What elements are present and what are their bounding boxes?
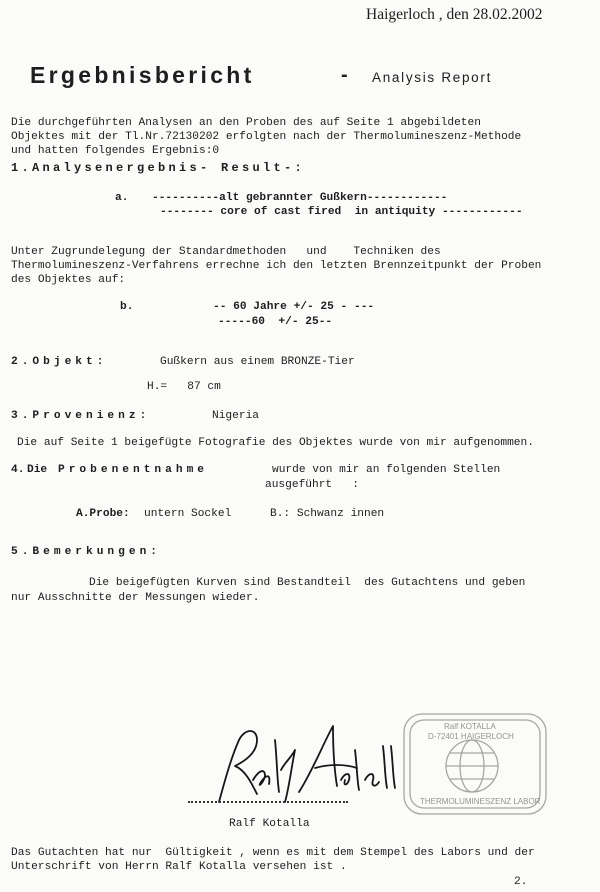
result-b-label: b. bbox=[120, 301, 134, 313]
intro-line-2: Objektes mit der Tl.Nr.72130202 erfolgten nach der Thermolumineszenz-Methode bbox=[11, 131, 522, 143]
intro-line-1: Die durchgeführten Analysen an den Proben des auf Seite 1 abgebildeten bbox=[11, 117, 481, 129]
stamp-line-1: Ralf KOTALLA bbox=[444, 722, 496, 731]
provenance-value: Nigeria bbox=[212, 410, 259, 422]
result-line-en: -------- core of cast fired in antiquity ------------ bbox=[160, 206, 523, 218]
intro-line-3: und hatten folgendes Ergebnis:0 bbox=[11, 145, 220, 157]
age-result-line-2: -----60 +/- 25-- bbox=[218, 316, 333, 328]
section-1-heading: 1.Analysenergebnis- Result-: bbox=[11, 161, 306, 175]
remarks-line-1: Die beigefügten Kurven sind Bestandteil des Gutachtens und geben bbox=[89, 577, 526, 589]
page-number: 2. bbox=[514, 876, 528, 888]
method-line-1: Unter Zugrundelegung der Standardmethoden und Techniken des bbox=[11, 246, 441, 258]
handwritten-signature bbox=[205, 710, 405, 805]
lab-stamp bbox=[400, 710, 550, 820]
section-4-number: 4. bbox=[11, 464, 25, 476]
sample-a-location: untern Sockel bbox=[144, 508, 232, 520]
object-description: Gußkern aus einem BRONZE-Tier bbox=[160, 356, 355, 368]
sampling-text-2: ausgeführt : bbox=[265, 479, 359, 491]
footer-line-2: Unterschrift von Herrn Ralf Kotalla versehen ist . bbox=[11, 861, 347, 873]
section-4-heading: Probenentnahme bbox=[58, 464, 208, 476]
section-1-item-label: a. bbox=[115, 192, 129, 204]
section-4-die: Die bbox=[27, 464, 48, 476]
object-height: H.= 87 cm bbox=[147, 381, 221, 393]
section-3-heading: 3.Provenienz: bbox=[11, 410, 151, 422]
signature-line bbox=[188, 801, 348, 803]
age-result-line-1: -- 60 Jahre +/- 25 - --- bbox=[213, 301, 375, 313]
sample-b-location: B.: Schwanz innen bbox=[270, 508, 385, 520]
stamp-line-2: D-72401 HAIGERLOCH bbox=[428, 732, 514, 741]
signatory-name: Ralf Kotalla bbox=[229, 818, 310, 830]
sampling-text-1: wurde von mir an folgenden Stellen bbox=[272, 464, 501, 476]
method-line-3: des Objektes auf: bbox=[11, 274, 126, 286]
page-title: Ergebnisbericht bbox=[30, 62, 255, 88]
section-2-heading: 2.Objekt: bbox=[11, 356, 108, 368]
title-separator: - bbox=[341, 64, 348, 86]
remarks-line-2: nur Ausschnitte der Messungen wieder. bbox=[11, 592, 260, 604]
place-date: Haigerloch , den 28.02.2002 bbox=[366, 6, 543, 23]
page-subtitle: Analysis Report bbox=[372, 70, 493, 85]
footer-line-1: Das Gutachten hat nur Gültigkeit , wenn es mit dem Stempel des Labors und der bbox=[11, 847, 535, 859]
result-line-de: ----------alt gebrannter Gußkern------------ bbox=[152, 192, 448, 204]
section-5-heading: 5.Bemerkungen: bbox=[11, 546, 161, 558]
method-line-2: Thermolumineszenz-Verfahrens errechne ich den letzten Brennzeitpunkt der Proben bbox=[11, 260, 542, 272]
stamp-line-3: THERMOLUMINESZENZ LABOR bbox=[420, 797, 541, 806]
photo-note: Die auf Seite 1 beigefügte Fotografie des Objektes wurde von mir aufgenommen. bbox=[17, 437, 534, 449]
sample-a-label: A.Probe: bbox=[76, 508, 130, 520]
